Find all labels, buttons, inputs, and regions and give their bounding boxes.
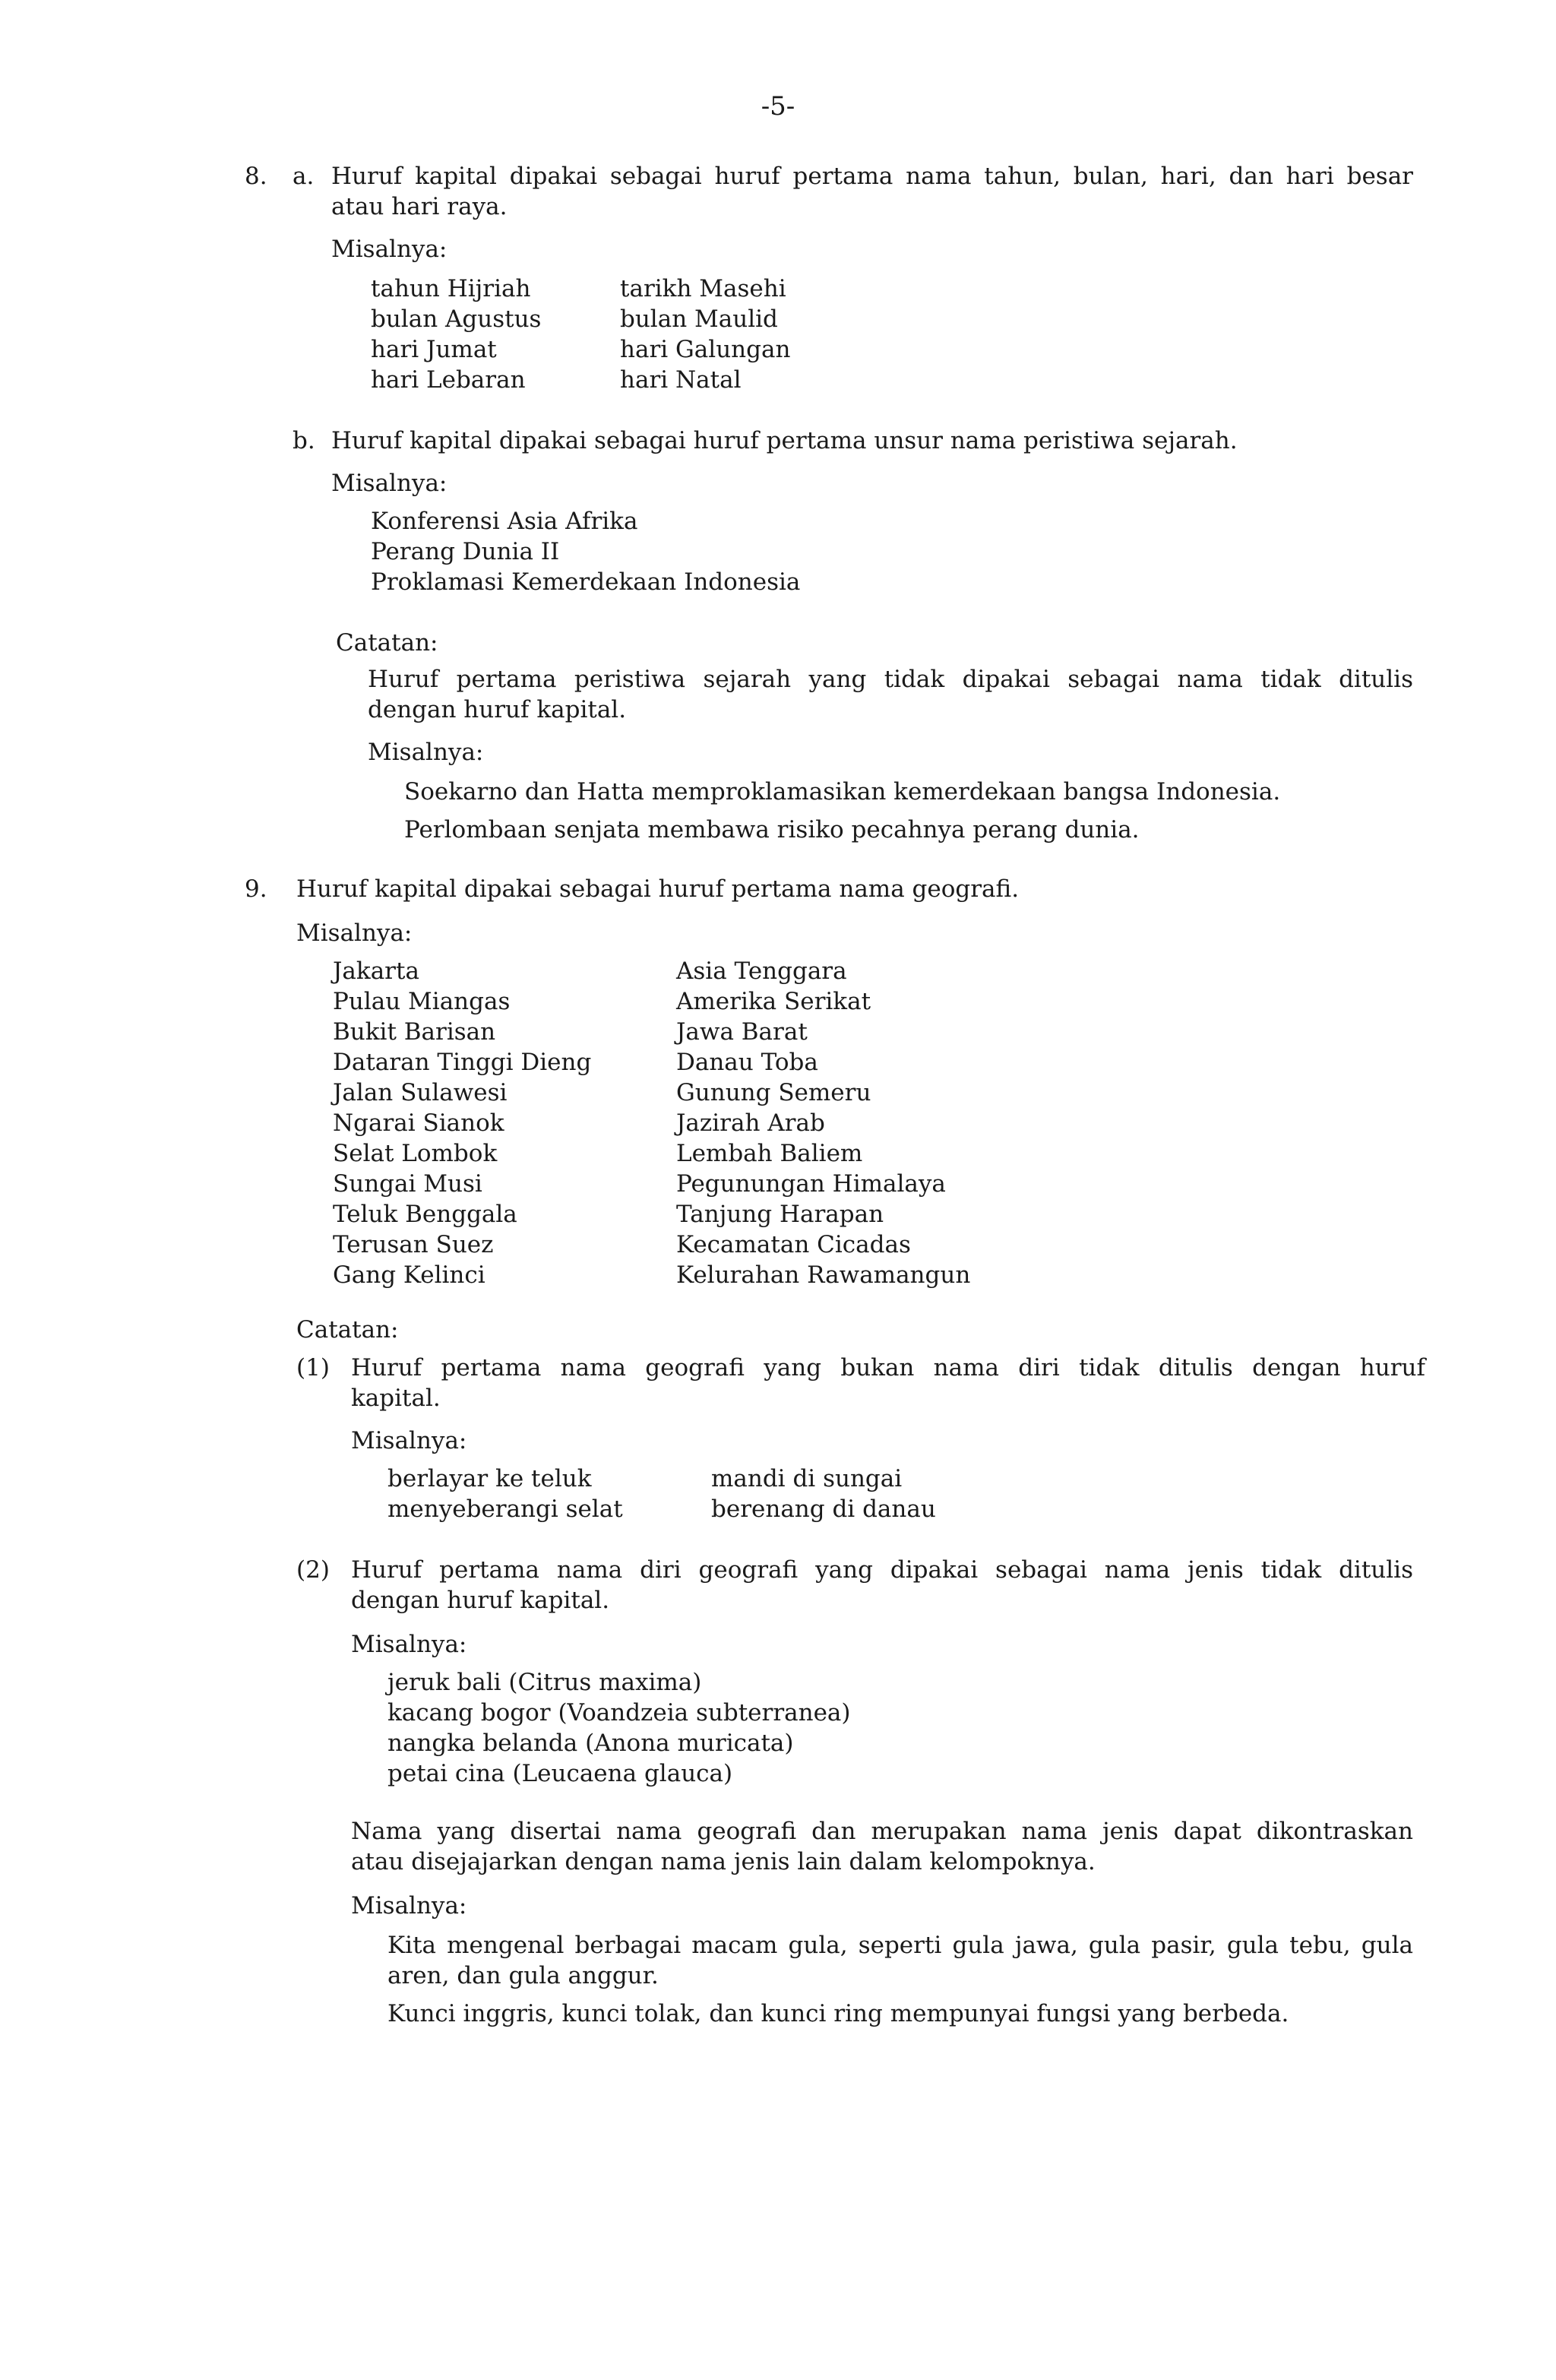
section-8b-label: b.	[293, 427, 315, 454]
geo-list-left	[333, 956, 591, 1290]
example-left: berlayar ke teluk	[387, 1465, 592, 1492]
section-9-text: Huruf kapital dipakai sebagai huruf pertama nama geografi.	[296, 875, 1020, 903]
section-8a-line2: atau hari raya.	[331, 193, 508, 220]
paragraph-example1-line2: aren, dan gula anggur.	[387, 1962, 659, 1989]
paragraph-line1: Nama yang disertai nama geografi dan merupakan nama jenis dapat dikontraskan	[351, 1818, 1413, 1845]
note-2-line2: dengan huruf kapital.	[351, 1587, 610, 1614]
list-item: Jawa Barat	[676, 1018, 808, 1046]
list-item: Jakarta	[333, 957, 419, 985]
list-item: Terusan Suez	[333, 1231, 494, 1258]
paragraph-example2: Kunci inggris, kunci tolak, dan kunci ring mempunyai fungsi yang berbeda.	[387, 2000, 1289, 2027]
section-8b-note-line2: dengan huruf kapital.	[368, 696, 627, 723]
list-item: Gang Kelinci	[333, 1261, 485, 1289]
list-item: Konferensi Asia Afrika	[371, 508, 638, 535]
list-item: Jazirah Arab	[676, 1109, 825, 1137]
example-left: hari Lebaran	[371, 366, 526, 394]
list-item: Asia Tenggara	[676, 957, 847, 985]
section-8-number: 8.	[245, 163, 267, 190]
list-item: Jalan Sulawesi	[333, 1079, 508, 1106]
note-1-line2: kapital.	[351, 1385, 441, 1412]
section-9-number: 9.	[245, 875, 267, 903]
list-item: Pegunungan Himalaya	[676, 1170, 946, 1198]
example-left: menyeberangi selat	[387, 1495, 623, 1523]
list-item: Kecamatan Cicadas	[676, 1231, 911, 1258]
section-8b-note-line1: Huruf pertama peristiwa sejarah yang tidak dipakai sebagai nama tidak ditulis	[368, 666, 1413, 693]
section-8a-label: a.	[293, 163, 315, 190]
list-item: nangka belanda (Anona muricata)	[387, 1730, 794, 1757]
example-right: berenang di danau	[711, 1495, 936, 1523]
section-8b-note-misalnya: Misalnya:	[368, 739, 484, 766]
list-item: Teluk Benggala	[333, 1201, 517, 1228]
section-8a-misalnya: Misalnya:	[331, 236, 448, 263]
list-item: Sungai Musi	[333, 1170, 482, 1198]
example-right: tarikh Masehi	[620, 275, 786, 302]
example-left: hari Jumat	[371, 336, 497, 363]
section-8b-note-example2: Perlombaan senjata membawa risiko pecahnya perang dunia.	[404, 816, 1140, 843]
list-item: Perang Dunia II	[371, 538, 560, 565]
note-2-examples	[387, 1667, 851, 1789]
note-2-line1: Huruf pertama nama diri geografi yang dipakai sebagai nama jenis tidak ditulis	[351, 1556, 1413, 1584]
list-item: Dataran Tinggi Dieng	[333, 1049, 592, 1076]
list-item: Tanjung Harapan	[676, 1201, 884, 1228]
geo-list-right	[676, 956, 970, 1290]
list-item: petai cina (Leucaena glauca)	[387, 1760, 733, 1787]
list-item: Kelurahan Rawamangun	[676, 1261, 971, 1289]
section-9-misalnya: Misalnya:	[296, 919, 413, 947]
list-item: Ngarai Sianok	[333, 1109, 504, 1137]
list-item: Gunung Semeru	[676, 1079, 871, 1106]
list-item: Lembah Baliem	[676, 1140, 863, 1167]
example-left: tahun Hijriah	[371, 275, 531, 302]
section-9-catatan: Catatan:	[296, 1316, 399, 1343]
note-1-misalnya: Misalnya:	[351, 1427, 467, 1454]
list-item: Selat Lombok	[333, 1140, 498, 1167]
section-8b-catatan: Catatan:	[336, 629, 438, 657]
example-right: mandi di sungai	[711, 1465, 903, 1492]
list-item: Danau Toba	[676, 1049, 818, 1076]
example-right: hari Galungan	[620, 336, 791, 363]
note-2-misalnya: Misalnya:	[351, 1631, 467, 1658]
section-8b-examples	[371, 506, 800, 597]
note-1-label: (1)	[296, 1354, 330, 1381]
example-right: bulan Maulid	[620, 305, 778, 333]
example-left: bulan Agustus	[371, 305, 542, 333]
list-item: Amerika Serikat	[676, 988, 871, 1015]
paragraph-misalnya: Misalnya:	[351, 1892, 467, 1920]
page-number: -5-	[761, 91, 795, 122]
note-1-line1: Huruf pertama nama geografi yang bukan nama diri tidak ditulis dengan huruf	[351, 1354, 1425, 1381]
section-8b-text: Huruf kapital dipakai sebagai huruf pertama unsur nama peristiwa sejarah.	[331, 427, 1238, 454]
list-item: Proklamasi Kemerdekaan Indonesia	[371, 568, 801, 596]
paragraph-line2: atau disejajarkan dengan nama jenis lain dalam kelompoknya.	[351, 1848, 1096, 1875]
list-item: Pulau Miangas	[333, 988, 511, 1015]
list-item: jeruk bali (Citrus maxima)	[387, 1669, 702, 1696]
list-item: kacang bogor (Voandzeia subterranea)	[387, 1699, 851, 1726]
section-8b-note-example1: Soekarno dan Hatta memproklamasikan kemerdekaan bangsa Indonesia.	[404, 778, 1281, 805]
section-8b-misalnya: Misalnya:	[331, 470, 448, 497]
list-item: Bukit Barisan	[333, 1018, 496, 1046]
paragraph-example1-line1: Kita mengenal berbagai macam gula, seperti gula jawa, gula pasir, gula tebu, gula	[387, 1932, 1413, 1959]
section-8a-line1: Huruf kapital dipakai sebagai huruf pertama nama tahun, bulan, hari, dan hari besar	[331, 163, 1413, 190]
note-2-label: (2)	[296, 1556, 330, 1584]
example-right: hari Natal	[620, 366, 742, 394]
